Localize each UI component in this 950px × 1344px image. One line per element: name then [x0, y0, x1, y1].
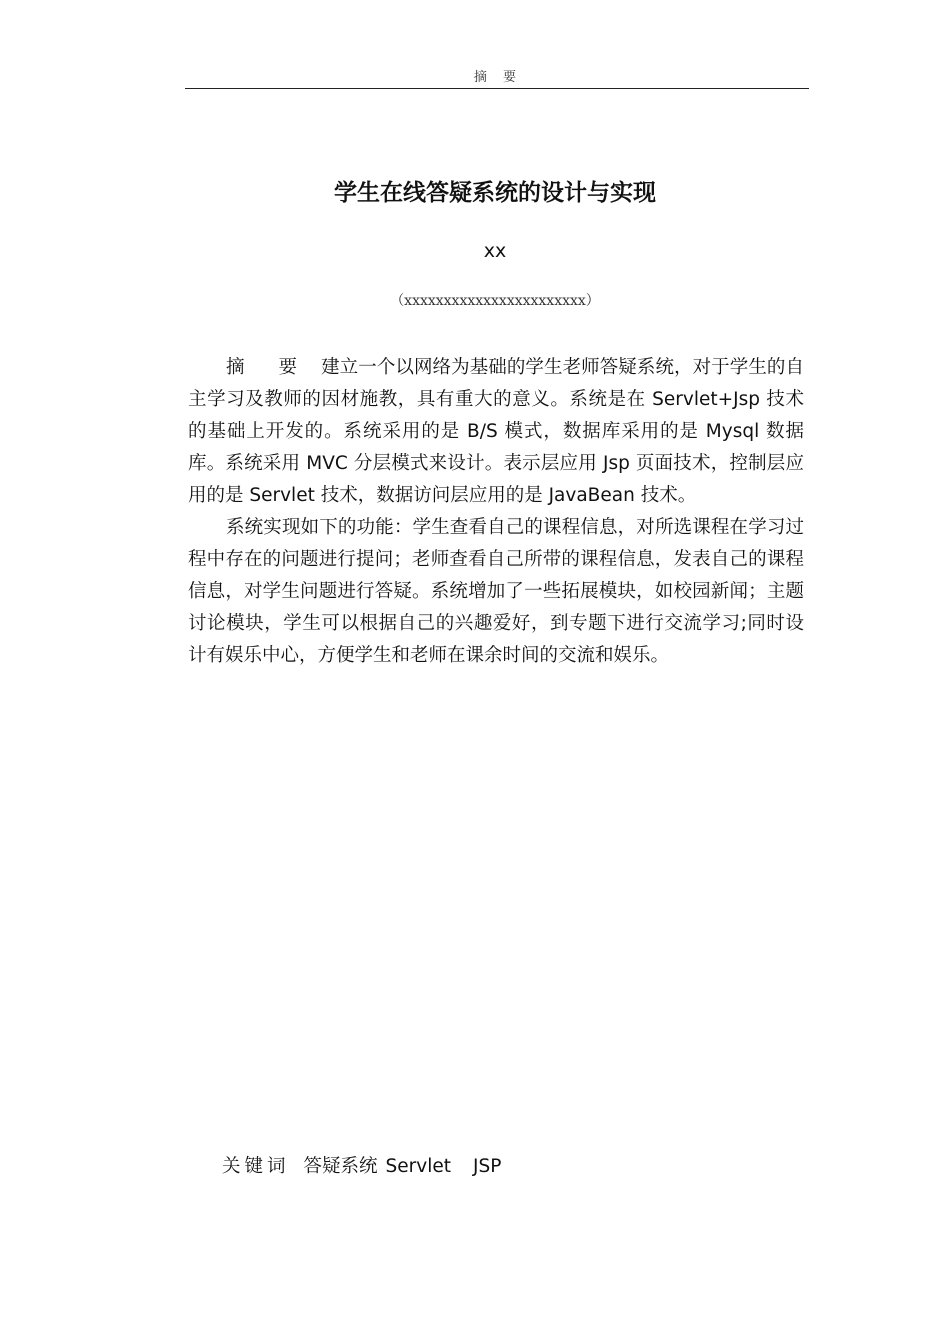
- running-header: 摘 要: [473, 70, 523, 85]
- keywords-label: 关键词: [222, 1156, 290, 1177]
- abstract-paragraph-2: 系统实现如下的功能：学生查看自己的课程信息，对所选课程在学习过程中存在的问题进行提问；老师查看自己所带的课程信息，发表自己的课程信息，对学生问题进行答疑。系统增加了一些拓展模块，如校园新闻；主题讨论模块，学生可以根据自己的兴趣爱好，到专题下进行交流学习;同时设计有娱乐中心，方便学生和老师在课余时间的交流和娱乐。: [188, 517, 804, 666]
- author: xx: [483, 240, 507, 262]
- abstract-text-1: 建立一个以网络为基础的学生老师答疑系统，对于学生的自主学习及教师的因材施教，具有重大的意义。系统是在 Servlet+Jsp 技术的基础上开发的。系统采用的是 B/S 模式，数据库采用的是 Mysql 数据库。系统采用 MVC 分层模式来设计。表示层应用 Jsp 页面技术，控制层应用的是 Servlet 技术，数据访问层应用的是 JavaBean 技术。: [188, 357, 804, 506]
- keyword-item: 答疑系统: [303, 1156, 378, 1177]
- keywords: [222, 1152, 509, 1178]
- keyword-item: Servlet: [385, 1156, 451, 1177]
- keyword-item: JSP: [473, 1156, 502, 1177]
- abstract: [188, 352, 804, 672]
- affiliation: （xxxxxxxxxxxxxxxxxxxxxxx）: [390, 293, 600, 309]
- header-rule: [185, 88, 809, 89]
- abstract-paragraph-1: [188, 352, 804, 512]
- abstract-label: 摘 要: [226, 357, 312, 378]
- paper-title: 学生在线答疑系统的设计与实现: [334, 180, 656, 206]
